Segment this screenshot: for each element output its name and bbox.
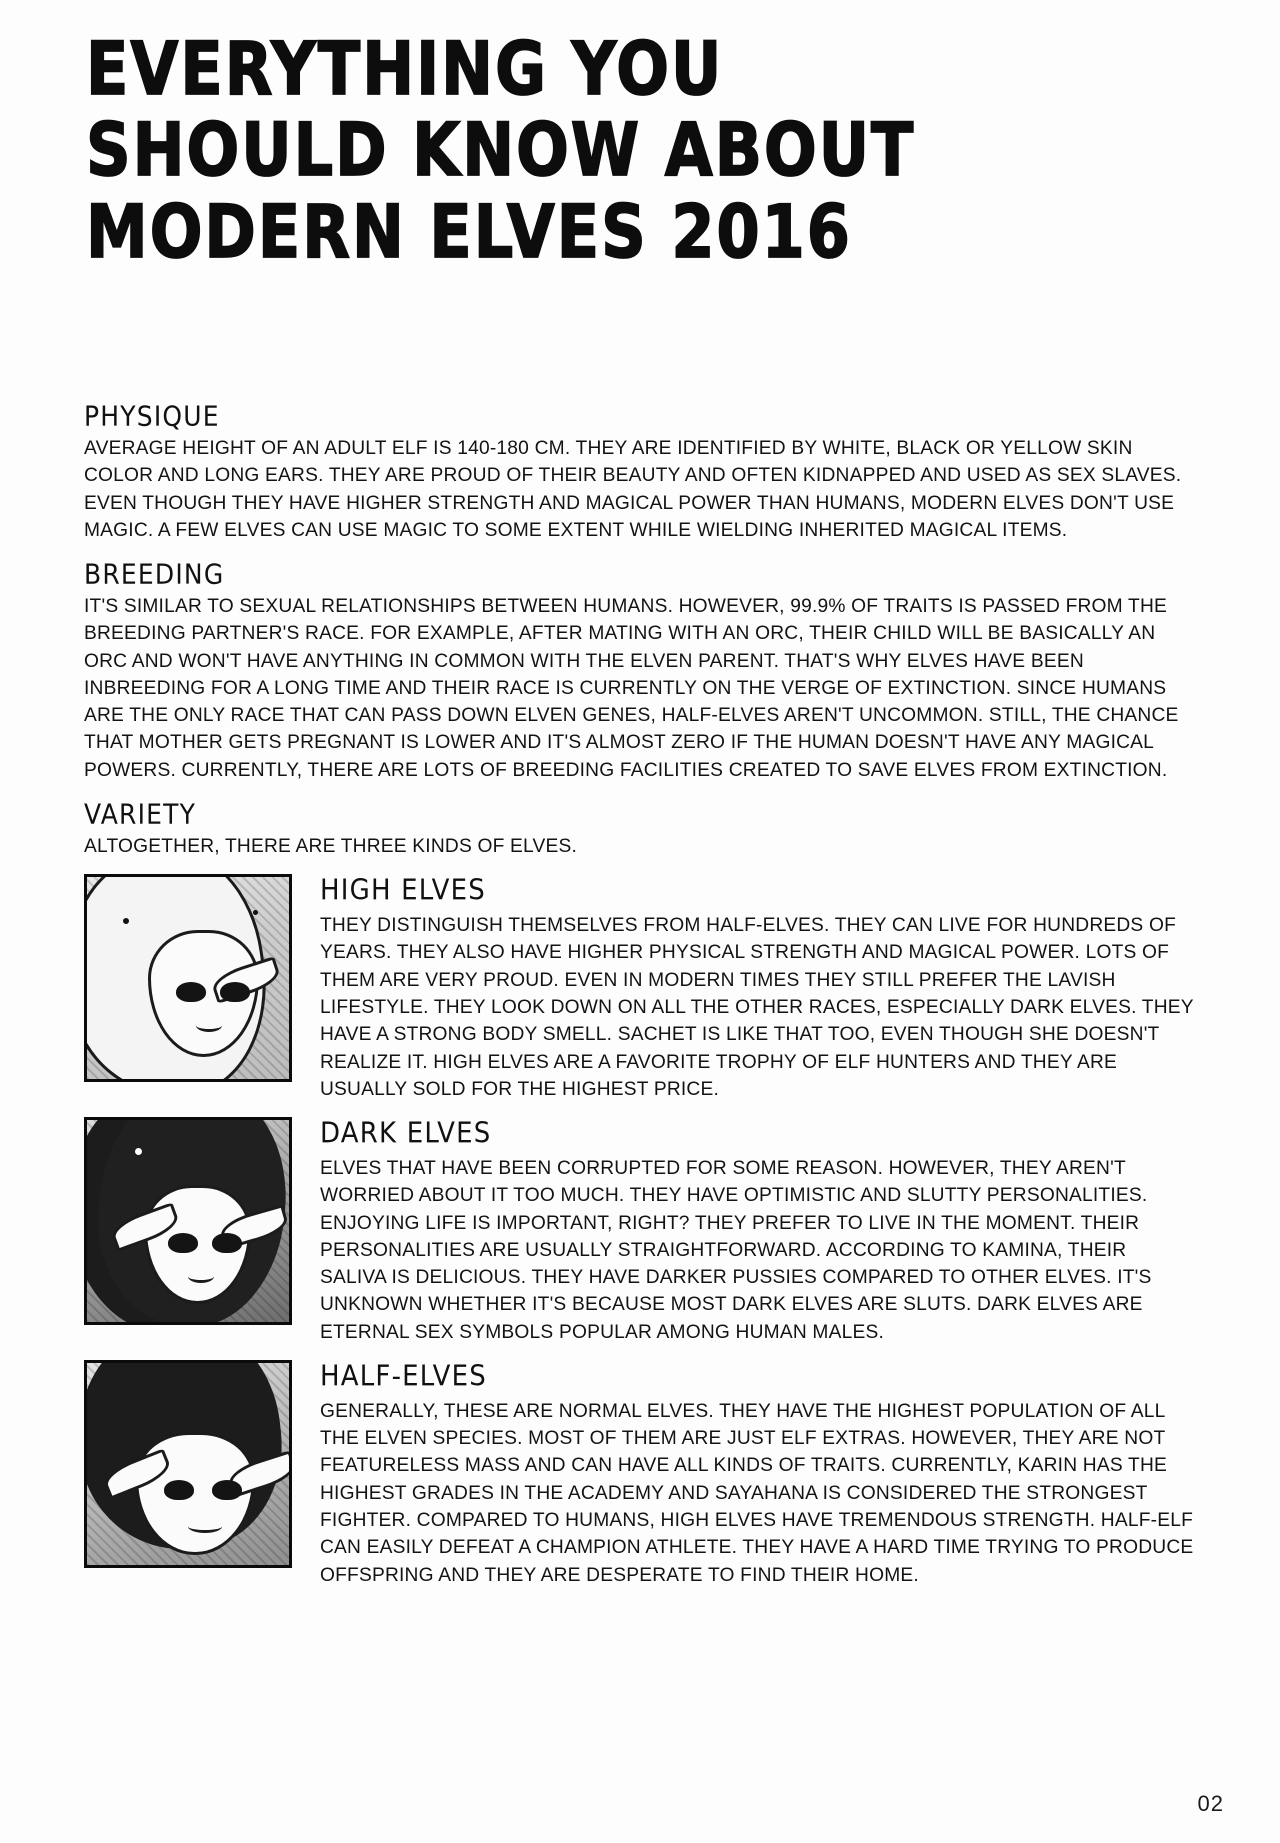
title-line-1: EVERYTHING YOU [86,25,724,112]
half-elf-portrait [84,1360,292,1568]
section-text-variety: ALTOGETHER, THERE ARE THREE KINDS OF ELVES. [84,835,578,857]
variety-text-dark-elves: ELVES THAT HAVE BEEN CORRUPTED FOR SOME REASON. HOWEVER, THEY AREN'T WORRIED ABOUT IT TOO MUCH. THEY HAVE OPTIMISTIC AND SLUTTY PERSONALITIES. ENJOYING LIFE IS IMPORTANT, RIGHT? THEY PREFER TO LIVE IN THE MOMENT. THEIR PERSONALITIES ARE USUALLY STRAIGHTFORWARD. ACCORDING TO KAMINA, THEIR SALIVA IS DELICIOUS. THEY HAVE DARKER PUSSIES COMPARED TO OTHER ELVES. IT'S UNKNOWN WHETHER IT'S BECAUSE MOST DARK ELVES ARE SLUTS. DARK ELVES ARE ETERNAL SEX SYMBOLS POPULAR AMONG HUMAN MALES. [320,1158,1152,1343]
variety-entry-dark-elves [84,1117,1194,1346]
page-number: 02 [1197,1791,1224,1816]
section-physique [84,400,1194,544]
section-text-physique: AVERAGE HEIGHT OF AN ADULT ELF IS 140-180 CM. THEY ARE IDENTIFIED BY WHITE, BLACK OR YELLOW SKIN COLOR AND LONG EARS. THEY ARE PROUD OF THEIR BEAUTY AND OFTEN KIDNAPPED AND USED AS SEX SLAVES. EVEN THOUGH THEY HAVE HIGHER STRENGTH AND MAGICAL POWER THAN HUMANS, MODERN ELVES DON'T USE MAGIC. A FEW ELVES CAN USE MAGIC TO SOME EXTENT WHILE WIELDING INHERITED MAGICAL ITEMS. [84,438,1182,541]
variety-heading-high-elves: HIGH ELVES [320,874,486,908]
title-line-3: MODERN ELVES 2016 [86,188,852,275]
section-heading-physique: PHYSIQUE [84,400,220,432]
variety-heading-half-elves: HALF-ELVES [320,1359,487,1393]
section-text-breeding: IT'S SIMILAR TO SEXUAL RELATIONSHIPS BETWEEN HUMANS. HOWEVER, 99.9% OF TRAITS IS PASSED FROM THE BREEDING PARTNER'S RACE. FOR EXAMPLE, AFTER MATING WITH AN ORC, THEIR CHILD WILL BE BASICALLY AN ORC AND WON'T HAVE ANYTHING IN COMMON WITH THE ELVEN PARENT. THAT'S WHY ELVES HAVE BEEN INBREEDING FOR A LONG TIME AND THEIR RACE IS CURRENTLY ON THE VERGE OF EXTINCTION. SINCE HUMANS ARE THE ONLY RACE THAT CAN PASS DOWN ELVEN GENES, HALF-ELVES AREN'T UNCOMMON. STILL, THE CHANCE THAT MOTHER GETS PREGNANT IS LOWER AND IT'S ALMOST ZERO IF THE HUMAN DOESN'T HAVE ANY MAGICAL POWERS. CURRENTLY, THERE ARE LOTS OF BREEDING FACILITIES CREATED TO SAVE ELVES FROM EXTINCTION. [84,596,1179,781]
variety-text-half-elves: GENERALLY, THESE ARE NORMAL ELVES. THEY HAVE THE HIGHEST POPULATION OF ALL THE ELVEN SPECIES. MOST OF THEM ARE JUST ELF EXTRAS. HOWEVER, THEY ARE NOT FEATURELESS MASS AND CAN HAVE ALL KINDS OF TRAITS. CURRENTLY, KARIN HAS THE HIGHEST GRADES IN THE ACADEMY AND SAYAHANA IS CONSIDERED THE STRONGEST FIGHTER. COMPARED TO HUMANS, HIGH ELVES HAVE TREMENDOUS STRENGTH. HALF-ELF CAN EASILY DEFEAT A CHAMPION ATHLETE. THEY HAVE A HARD TIME TRYING TO PRODUCE OFFSPRING AND THEY ARE DESPERATE TO FIND THEIR HOME. [320,1400,1194,1586]
section-breeding [84,558,1194,784]
document-body [84,400,1194,1597]
page-title [86,25,1086,275]
variety-entry-high-elves [84,874,1194,1103]
section-heading-breeding: BREEDING [84,558,225,590]
variety-heading-dark-elves: DARK ELVES [320,1117,492,1151]
variety-text-high-elves: THEY DISTINGUISH THEMSELVES FROM HALF-ELVES. THEY CAN LIVE FOR HUNDREDS OF YEARS. THEY ALSO HAVE HIGHER PHYSICAL STRENGTH AND MAGICAL POWER. LOTS OF THEM ARE VERY PROUD. EVEN IN MODERN TIMES THEY STILL PREFER THE LAVISH LIFESTYLE. THEY LOOK DOWN ON ALL THE OTHER RACES, ESPECIALLY DARK ELVES. THEY HAVE A STRONG BODY SMELL. SACHET IS LIKE THAT TOO, EVEN THOUGH SHE DOESN'T REALIZE IT. HIGH ELVES ARE A FAVORITE TROPHY OF ELF HUNTERS AND THEY ARE USUALLY SOLD FOR THE HIGHEST PRICE. [320,915,1194,1100]
dark-elf-portrait [84,1117,292,1325]
title-line-2: SHOULD KNOW ABOUT [86,107,916,194]
section-heading-variety: VARIETY [84,797,197,830]
variety-entry-half-elves [84,1360,1194,1589]
high-elf-portrait [84,874,292,1082]
section-variety [84,798,1194,860]
